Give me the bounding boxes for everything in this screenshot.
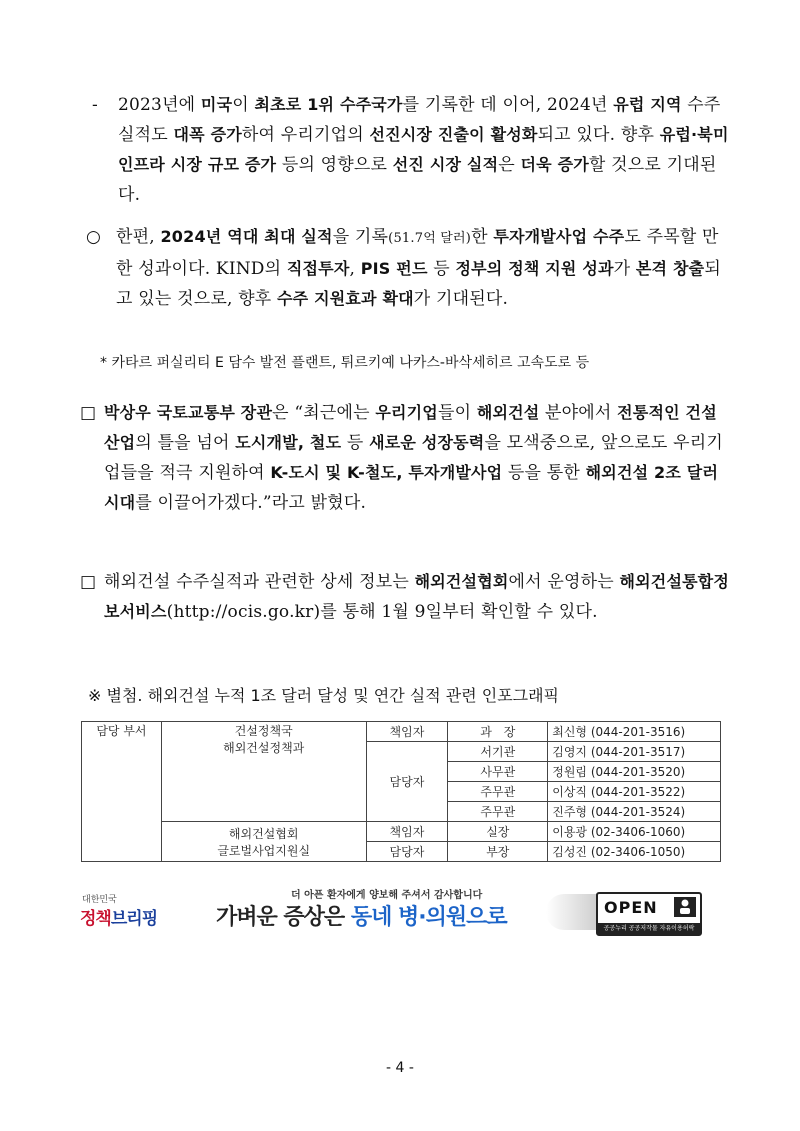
paragraph-us-europe: - 2023년에 미국이 최초로 1위 수주국가를 기록한 데 이어, 2024년 유럽 지역 수주 실적도 대폭 증가하여 우리기업의 선진시장 진출이 활성화되고 있다. 향후 유럽·북미 인프라 시장 규모 증가 등의 영향으로 선진 시장 실적은 더욱 증가할 것으로 기대된다. <box>92 90 732 210</box>
kogl-open-license-logo: OPEN 공공누리 공공저작물 자유이용허락 <box>596 892 702 936</box>
table-row <box>82 822 721 842</box>
name-phone-cell: 김성진 (02-3406-1050) <box>548 842 721 862</box>
footer-logos <box>76 880 724 940</box>
name-phone-cell: 정원림 (044-201-3520) <box>548 762 721 782</box>
person-icon <box>674 897 696 917</box>
role-responsible: 책임자 <box>366 722 448 742</box>
name-phone-cell: 이용광 (02-3406-1060) <box>548 822 721 842</box>
footnote: * 카타르 퍼실리티 E 담수 발전 플랜트, 튀르키예 나카스-바삭세히르 고속도로 등 <box>100 355 590 371</box>
name-phone-cell: 최신형 (044-201-3516) <box>548 722 721 742</box>
org-cell-ministry: 건설정책국 해외건설정책과 <box>161 722 366 822</box>
name-phone-cell: 이상직 (044-201-3522) <box>548 782 721 802</box>
title-cell: 과 장 <box>448 722 548 742</box>
circle-marker: ○ <box>86 227 102 247</box>
role-responsible: 책임자 <box>366 822 448 842</box>
table-row <box>82 722 721 742</box>
page-number: - 4 - <box>386 1060 414 1076</box>
title-cell: 주무관 <box>448 802 548 822</box>
paragraph-minister-quote: □ 박상우 국토교통부 장관은 “최근에는 우리기업들이 해외건설 분야에서 전통적인 건설산업의 틀을 넘어 도시개발, 철도 등 새로운 성장동력을 모색중으로, 앞으로도 우리기업들을 적극 지원하여 K-도시 및 K-철도, 투자개발사업 등을 통한 해외건설 2조 달러 시대를 이끌어가겠다.”라고 밝혔다. <box>80 398 732 518</box>
attachment-note: ※ 별첨. 해외건설 누적 1조 달러 달성 및 연간 실적 관련 인포그래픽 <box>88 686 560 705</box>
paragraph-info-service: □ 해외건설 수주실적과 관련한 상세 정보는 해외건설협회에서 운영하는 해외건설통합정보서비스(http://ocis.go.kr)를 통해 1월 9일부터 확인할 수 있다. <box>80 567 732 627</box>
title-cell: 서기관 <box>448 742 548 762</box>
dash-marker: - <box>92 95 98 115</box>
public-campaign-banner: 더 아픈 환자에게 양보해 주셔서 감사합니다 가벼운 증상은 동네 병·의원으로 <box>216 884 656 936</box>
role-staff: 담당자 <box>366 742 448 822</box>
contact-table <box>81 721 721 862</box>
name-phone-cell: 김영지 (044-201-3517) <box>548 742 721 762</box>
paragraph-investment-development: ○ 한편, 2024년 역대 최대 실적을 기록(51.7억 달러)한 투자개발사업 수주도 주목할 만한 성과이다. KIND의 직접투자, PIS 펀드 등 정부의 정책 지원 성과가 본격 창출되고 있는 것으로, 향후 수주 지원효과 확대가 기대된다. <box>86 222 732 314</box>
title-cell: 사무관 <box>448 762 548 782</box>
title-cell: 주무관 <box>448 782 548 802</box>
title-cell: 실장 <box>448 822 548 842</box>
name-phone-cell: 진주형 (044-201-3524) <box>548 802 721 822</box>
square-marker: □ <box>80 572 97 592</box>
dept-label: 담당 부서 <box>82 722 162 862</box>
role-staff: 담당자 <box>366 842 448 862</box>
title-cell: 부장 <box>448 842 548 862</box>
policy-briefing-logo: 대한민국 정책브리핑 <box>80 895 158 929</box>
org-cell-association: 해외건설협회 글로벌사업지원실 <box>161 822 366 862</box>
square-marker: □ <box>80 403 97 423</box>
